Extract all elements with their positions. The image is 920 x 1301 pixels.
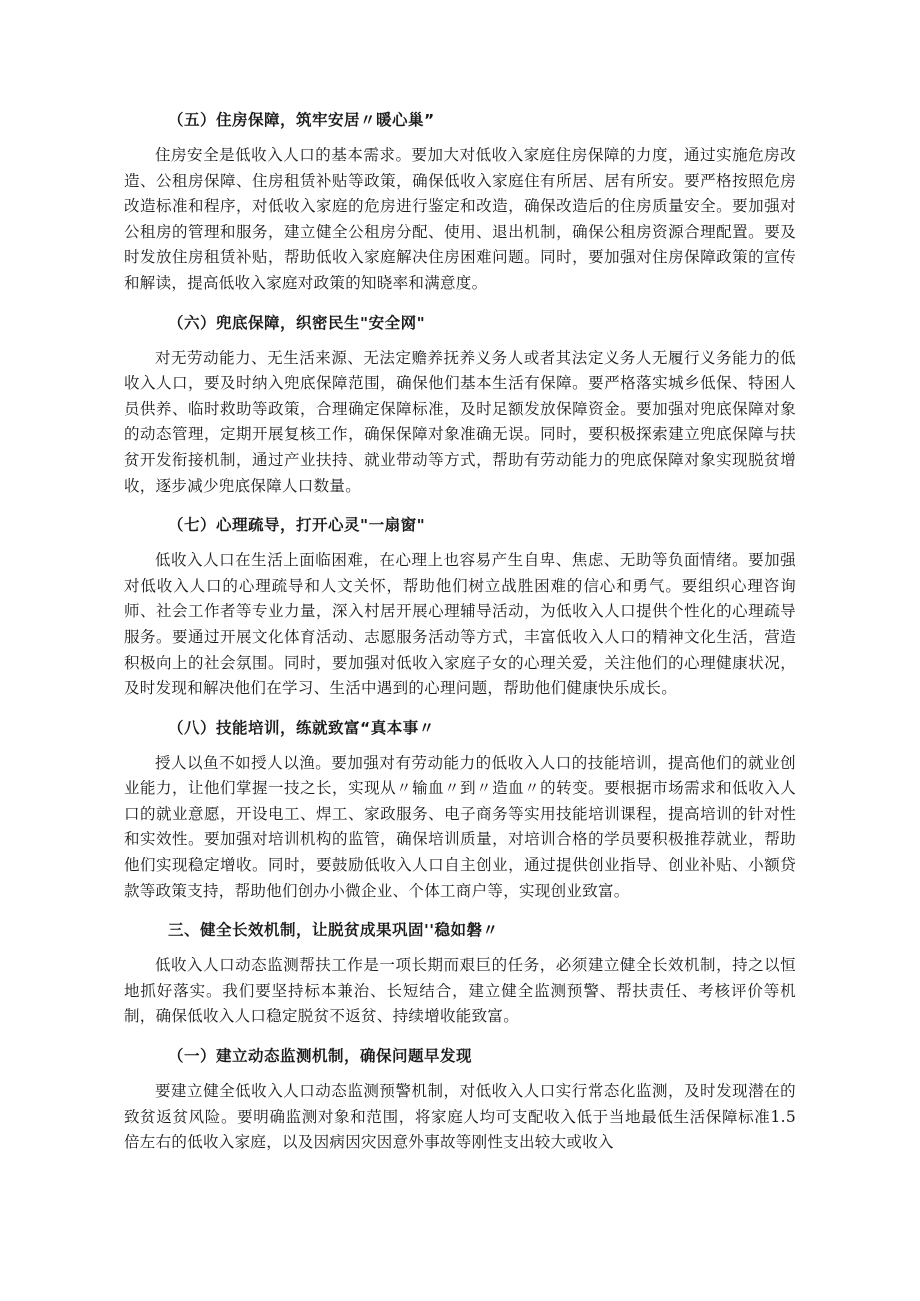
chapter-heading-3: 三、健全长效机制，让脱贫成果巩固''稳如磐〃 <box>168 921 499 940</box>
section-heading-6: （六）兜底保障，织密民生"安全网" <box>168 313 426 332</box>
section-heading-8: （八）技能培训，练就致富“真本事〃 <box>168 718 435 737</box>
subsection-paragraph-1: 要建立健全低收入人口动态监测预警机制，对低收入人口实行常态化监测，及时发现潜在的致贫返贫风险。要明确监测对象和范围，将家庭人均可支配收入低于当地最低生活保障标准1.5倍左右的低收入家庭，以及因病因灾因意外事故等刚性支出较大或收入 <box>124 1082 796 1152</box>
section-paragraph-7: 低收入人口在生活上面临困难，在心理上也容易产生自卑、焦虑、无助等负面情绪。要加强对低收入人口的心理疏导和人文关怀，帮助他们树立战胜困难的信心和勇气。要组织心理咨询师、社会工作者等专业力量，深入村居开展心理辅导活动，为低收入人口提供个性化的心理疏导服务。要通过开展文化体育活动、志愿服务活动等方式，丰富低收入人口的精神文化生活，营造积极向上的社会氛围。同时，要加强对低收入家庭子女的心理关爱，关注他们的心理健康状况，及时发现和解决他们在学习、生活中遇到的心理问题，帮助他们健康快乐成长。 <box>124 551 796 698</box>
subsection-heading-1: （一）建立动态监测机制，确保问题早发现 <box>168 1047 473 1066</box>
section-paragraph-8: 授人以鱼不如授人以渔。要加强对有劳动能力的低收入人口的技能培训，提高他们的就业创业能力，让他们掌握一技之长，实现从〃输血〃到〃造血〃的转变。要根据市场需求和低收入人口的就业意愿，开设电工、焊工、家政服务、电子商务等实用技能培训课程，提高培训的针对性和实效性。要加强对培训机构的监管，确保培训质量，对培训合格的学员要积极推荐就业，帮助他们实现稳定增收。同时，要鼓励低收入人口自主创业，通过提供创业指导、创业补贴、小额贷款等政策支持，帮助他们创办小微企业、个体工商户等，实现创业致富。 <box>124 753 796 900</box>
section-paragraph-6: 对无劳动能力、无生活来源、无法定赡养抚养义务人或者其法定义务人无履行义务能力的低收入人口，要及时纳入兜底保障范围，确保他们基本生活有保障。要严格落实城乡低保、特困人员供养、临时救助等政策，合理确定保障标准，及时足额发放保障资金。要加强对兜底保障对象的动态管理，定期开展复核工作，确保保障对象准确无误。同时，要积极探索建立兜底保障与扶贫开发衔接机制，通过产业扶持、就业带动等方式，帮助有劳动能力的兜底保障对象实现脱贫增收，逐步减少兜底保障人口数量。 <box>124 348 796 495</box>
document-body <box>124 108 796 1170</box>
chapter-paragraph-3: 低收入人口动态监测帮扶工作是一项长期而艰巨的任务，必须建立健全长效机制，持之以恒地抓好落实。我们要坚持标本兼治、长短结合，建立健全监测预警、帮扶责任、考核评价等机制，确保低收入人口稳定脱贫不返贫、持续增收能致富。 <box>124 956 796 1026</box>
section-paragraph-5: 住房安全是低收入人口的基本需求。要加大对低收入家庭住房保障的力度，通过实施危房改造、公租房保障、住房租赁补贴等政策，确保低收入家庭住有所居、居有所安。要严格按照危房改造标准和程序，对低收入家庭的危房进行鉴定和改造，确保改造后的住房质量安全。要加强对公租房的管理和服务，建立健全公租房分配、使用、退出机制，确保公租房资源合理配置。要及时发放住房租赁补贴，帮助低收入家庭解决住房困难问题。同时，要加强对住房保障政策的宣传和解读，提高低收入家庭对政策的知晓率和满意度。 <box>124 146 796 292</box>
section-heading-5: （五）住房保障，筑牢安居〃暖心巢” <box>168 111 435 129</box>
section-heading-7: （七）心理疏导，打开心灵"一扇窗" <box>168 516 426 535</box>
